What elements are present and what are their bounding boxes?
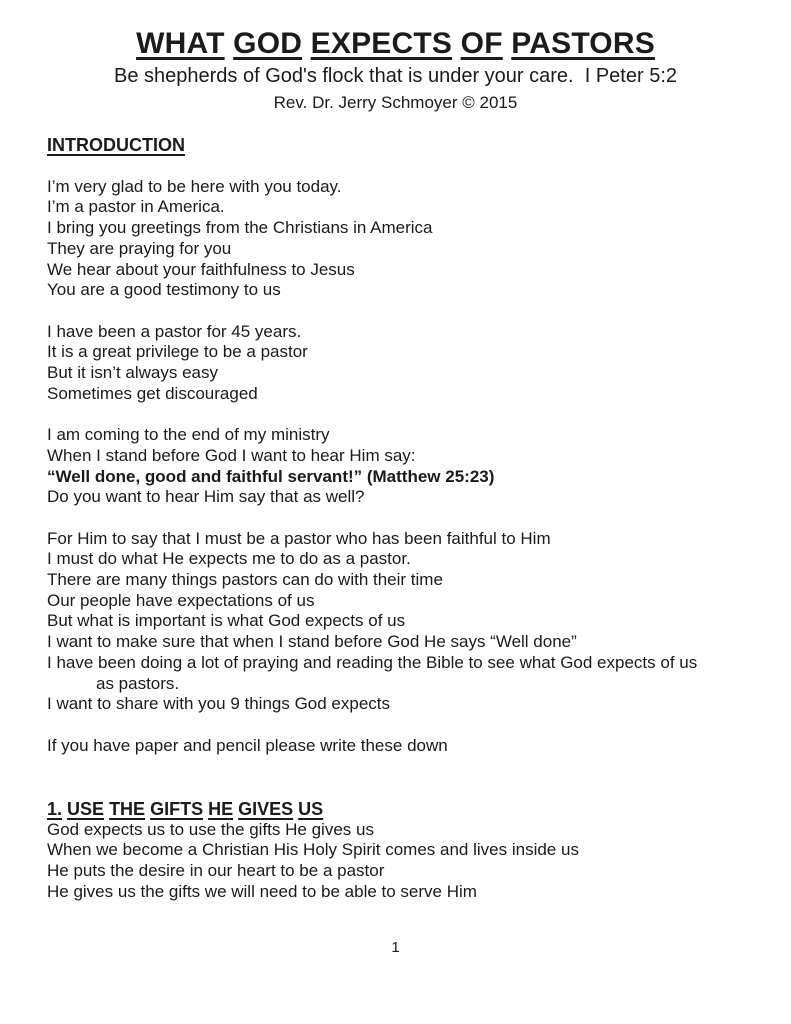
text-line: You are a good testimony to us [47, 280, 281, 300]
paragraph [47, 322, 744, 405]
text-line: I have been doing a lot of praying and reading the Bible to see what God expects of us [47, 652, 698, 672]
text-line: Our people have expectations of us [47, 590, 315, 610]
text-line: There are many things pastors can do with their time [47, 570, 443, 589]
text-line: I am coming to the end of my ministry [47, 425, 330, 445]
text-line: God expects us to use the gifts He gives us [47, 819, 374, 839]
text-line: Do you want to hear Him say that as well? [47, 487, 365, 507]
text-line: He gives us the gifts we will need to be able to serve Him [47, 881, 477, 901]
heading-word: 1. [47, 798, 63, 819]
bold-quote-line: “Well done, good and faithful servant!” (Matthew 25:23) [47, 466, 495, 486]
heading-word: THE [109, 798, 146, 819]
heading-word: US [298, 798, 324, 819]
doc-header [47, 26, 744, 114]
paragraph [47, 529, 744, 715]
text-line: I bring you greetings from the Christians in America [47, 218, 433, 238]
indented-line: as pastors. [96, 673, 180, 693]
title-word: EXPECTS [310, 27, 453, 60]
paragraph [47, 425, 744, 508]
paragraph [47, 820, 744, 903]
section-heading-introduction [47, 134, 744, 156]
text-line: Sometimes get discouraged [47, 383, 258, 403]
doc-byline: Rev. Dr. Jerry Schmoyer © 2015 [273, 93, 518, 112]
text-line: But it isn’t always easy [47, 363, 219, 382]
text-line: I’m a pastor in America. [47, 197, 225, 217]
text-line: For Him to say that I must be a pastor who has been faithful to Him [47, 528, 551, 548]
text-line: But what is important is what God expects of us [47, 611, 406, 631]
text-line: If you have paper and pencil please write these down [47, 735, 448, 755]
title-word: OF [460, 27, 503, 60]
section-heading-label: INTRODUCTION [47, 135, 185, 155]
text-line: I must do what He expects me to do as a pastor. [47, 549, 411, 569]
text-line: When I stand before God I want to hear Him say: [47, 445, 416, 465]
title-word: WHAT [136, 27, 225, 60]
paragraph [47, 177, 744, 301]
page-number: 1 [391, 939, 400, 956]
paragraph [47, 736, 744, 757]
text-line: We hear about your faithfulness to Jesus [47, 259, 355, 279]
heading-word: GIVES [238, 798, 294, 819]
text-line: I have been a pastor for 45 years. [47, 321, 302, 341]
doc-title [47, 26, 744, 62]
text-line: I want to make sure that when I stand before God He says “Well done” [47, 632, 577, 652]
title-word: PASTORS [511, 27, 655, 60]
text-line: I want to share with you 9 things God expects [47, 694, 391, 714]
section-heading-1 [47, 798, 744, 820]
text-line: When we become a Christian His Holy Spirit comes and lives inside us [47, 840, 579, 860]
text-line: They are praying for you [47, 238, 232, 258]
heading-word: USE [67, 798, 105, 819]
title-word: GOD [233, 27, 303, 60]
doc-subtitle: Be shepherds of God's flock that is under your care. I Peter 5:2 [113, 65, 677, 87]
heading-word: GIFTS [150, 798, 204, 819]
text-line: He puts the desire in our heart to be a pastor [47, 861, 385, 881]
text-line: It is a great privilege to be a pastor [47, 342, 308, 362]
text-line: I’m very glad to be here with you today. [47, 176, 342, 196]
heading-word: HE [208, 798, 234, 819]
